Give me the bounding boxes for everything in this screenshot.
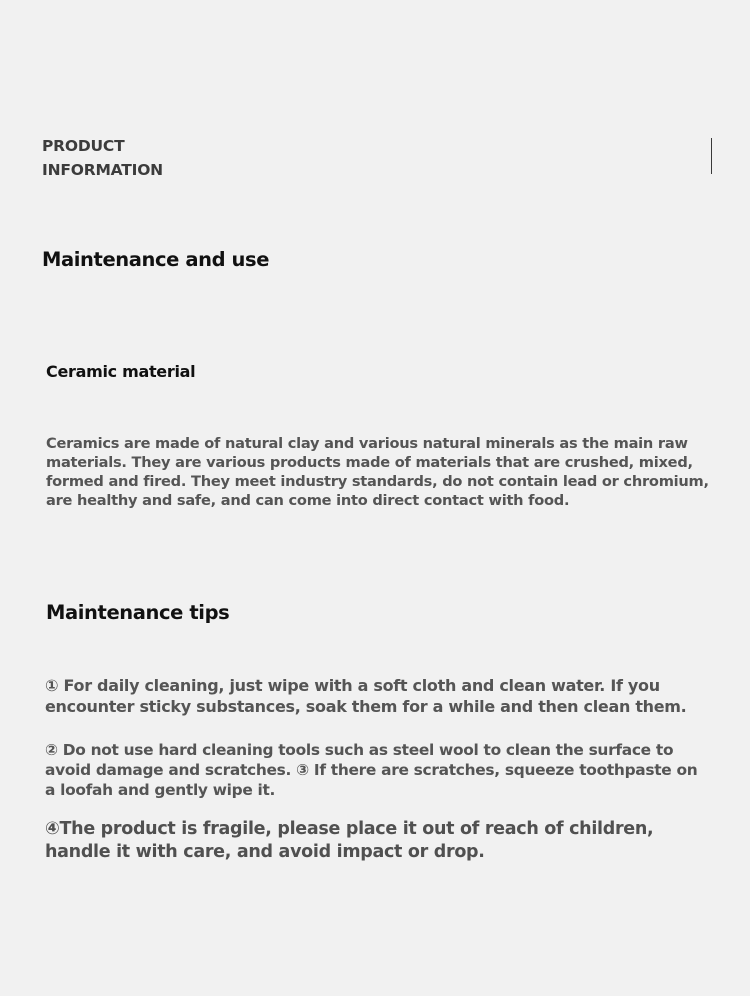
vertical-divider bbox=[711, 138, 712, 174]
product-information-label bbox=[42, 134, 163, 182]
ceramic-material-heading: Ceramic material bbox=[46, 362, 196, 381]
product-label-line2: INFORMATION bbox=[42, 161, 163, 179]
product-label-line1: PRODUCT bbox=[42, 137, 125, 155]
ceramic-material-description: Ceramics are made of natural clay and various natural minerals as the main raw materials. They are various products made of materials that are crushed, mixed, formed and fired. They meet industry standards, do not contain lead or chromium, are healthy and safe, and can come into direct contact with food. bbox=[46, 435, 709, 509]
tip-cleaning-tools: ② Do not use hard cleaning tools such as steel wool to clean the surface to avoid damage and scratches. ③ If there are scratches, squeeze toothpaste on a loofah and gently wipe it. bbox=[45, 741, 698, 799]
tip-daily-cleaning: ① For daily cleaning, just wipe with a soft cloth and clean water. If you encounter sticky substances, soak them for a while and then clean them. bbox=[45, 676, 687, 716]
maintenance-tips-heading: Maintenance tips bbox=[46, 601, 230, 624]
tip-fragile: ④The product is fragile, please place it out of reach of children, handle it with care, and avoid impact or drop. bbox=[45, 819, 654, 862]
maintenance-and-use-heading: Maintenance and use bbox=[42, 248, 270, 271]
